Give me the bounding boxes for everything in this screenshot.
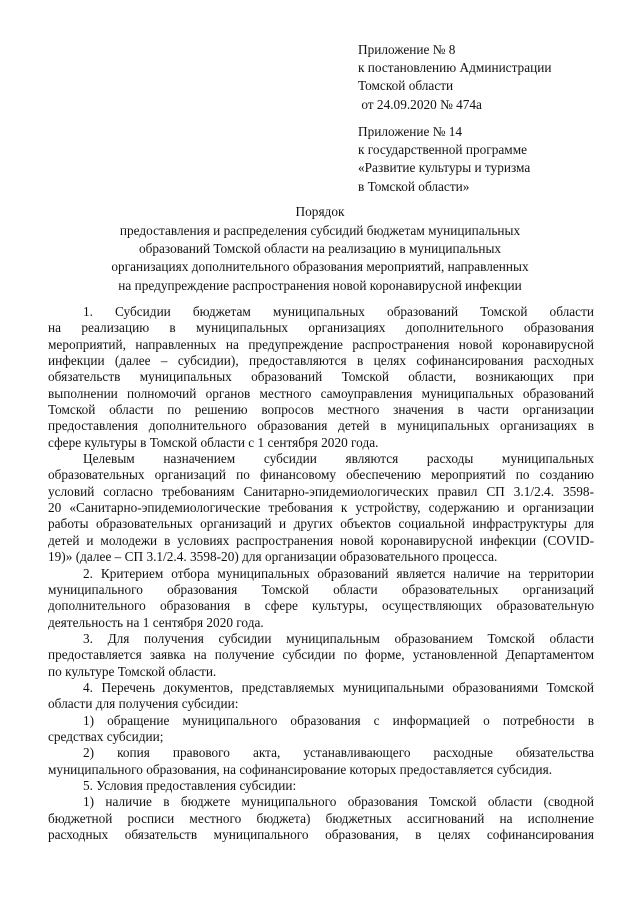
- body-line: предоставляется заявка на получение субсидии по форме, установленной Департаментом: [48, 647, 594, 663]
- body-line: бюджетной росписи местного бюджета) бюджетных ассигнований на исполнение: [48, 810, 594, 826]
- subtitle-line: на предупреждение распространения новой коронавирусной инфекции: [118, 277, 522, 293]
- body-line: расходных обязательств муниципального образования, в целях софинансирования: [48, 827, 594, 842]
- body-line: области для получения субсидии:: [48, 696, 239, 712]
- body-line: инфекции (далее – субсидии), предоставляются в целях софинансирования расходных: [48, 353, 594, 369]
- body-line: 5. Условия предоставления субсидии:: [83, 777, 297, 793]
- appendix-8-line: от 24.09.2020 № 474а: [358, 96, 482, 112]
- document-subtitle: [48, 222, 592, 295]
- subtitle-line: предоставления и распределения субсидий бюджетам муниципальных: [119, 223, 521, 238]
- body-line: образовательных организаций по финансовому обеспечению мероприятий по созданию: [48, 467, 594, 483]
- body-line: 3. Для получения субсидии муниципальным образованием Томской области: [83, 630, 594, 646]
- body-line: средствах субсидии;: [48, 728, 164, 744]
- appendix-14-line: Приложение № 14: [358, 124, 462, 139]
- body-line: 1. Субсидии бюджетам муниципальных образований Томской области: [83, 304, 594, 319]
- body-line: по культуре Томской области.: [48, 663, 217, 679]
- appendix-8-block: [358, 41, 618, 114]
- body-line: 2) копия правового акта, устанавливающего расходные обязательства: [83, 745, 594, 761]
- body-line: деятельность на 1 сентября 2020 года.: [48, 614, 264, 630]
- body-line: детей и молодежи в условиях распространения новой коронавирусной инфекции (COVID-: [48, 532, 594, 548]
- body-line: предоставления дополнительного образования детей в муниципальных организациях в: [48, 418, 594, 434]
- body-line: 2. Критерием отбора муниципальных образований является наличие на территории: [83, 565, 594, 581]
- subtitle-line: организациях дополнительного образования мероприятий, направленных: [111, 259, 529, 275]
- body-line: Целевым назначением субсидии являются расходы муниципальных: [83, 451, 594, 467]
- subtitle-line: образований Томской области на реализацию в муниципальных: [138, 241, 502, 257]
- body-line: дополнительного образования в сфере культуры, осуществляющих образовательную: [48, 598, 594, 614]
- body-line: условий согласно требованиям Санитарно-эпидемиологических правил СП 3.1/2.4. 3598-: [48, 483, 594, 499]
- body-line: 1) обращение муниципального образования с информацией о потребности в: [83, 712, 594, 728]
- appendix-8-line: к постановлению Администрации: [358, 60, 552, 76]
- body-line: муниципального образования Томской области образовательных организаций: [48, 581, 594, 597]
- body-line: 1) наличие в бюджете муниципального образования Томской области (сводной: [83, 794, 594, 810]
- body-line: Томской области по решению вопросов местного значения в части организации: [48, 402, 594, 418]
- body-line: 20 «Санитарно-эпидемиологические требования к устройству, содержанию и организации: [48, 500, 594, 516]
- body-line: муниципального образования, на софинансирование которых предоставляется субсидия.: [48, 761, 553, 777]
- appendix-14-line: к государственной программе: [358, 142, 528, 158]
- body-line: на реализацию в муниципальных организациях дополнительного образования: [48, 320, 594, 336]
- body-line: обязательств муниципальных образований Томской области, возникающих при: [48, 369, 594, 385]
- body-line: 19)» (далее – СП 3.1/2.4. 3598-20) для организации образовательного процесса.: [48, 549, 498, 565]
- body-line: работы образовательных организаций и других объектов социальной инфраструктуры для: [48, 516, 594, 532]
- document-body: [48, 304, 594, 843]
- appendix-8-line: Приложение № 8: [358, 42, 456, 57]
- appendix-8-line: Томской области: [358, 78, 454, 94]
- body-line: выполнении полномочий органов местного самоуправления муниципальных образований: [48, 385, 594, 401]
- appendix-14-block: [358, 123, 618, 196]
- appendix-14-line: в Томской области»: [358, 178, 470, 194]
- document-title: Порядок: [295, 204, 345, 219]
- body-line: сфере культуры в Томской области с 1 сентября 2020 года.: [48, 434, 379, 450]
- appendix-14-line: «Развитие культуры и туризма: [358, 160, 531, 176]
- body-line: мероприятий, направленных на предупреждение распространения новой коронавирусной: [48, 336, 594, 352]
- body-line: 4. Перечень документов, представляемых муниципальными образованиями Томской: [83, 679, 594, 695]
